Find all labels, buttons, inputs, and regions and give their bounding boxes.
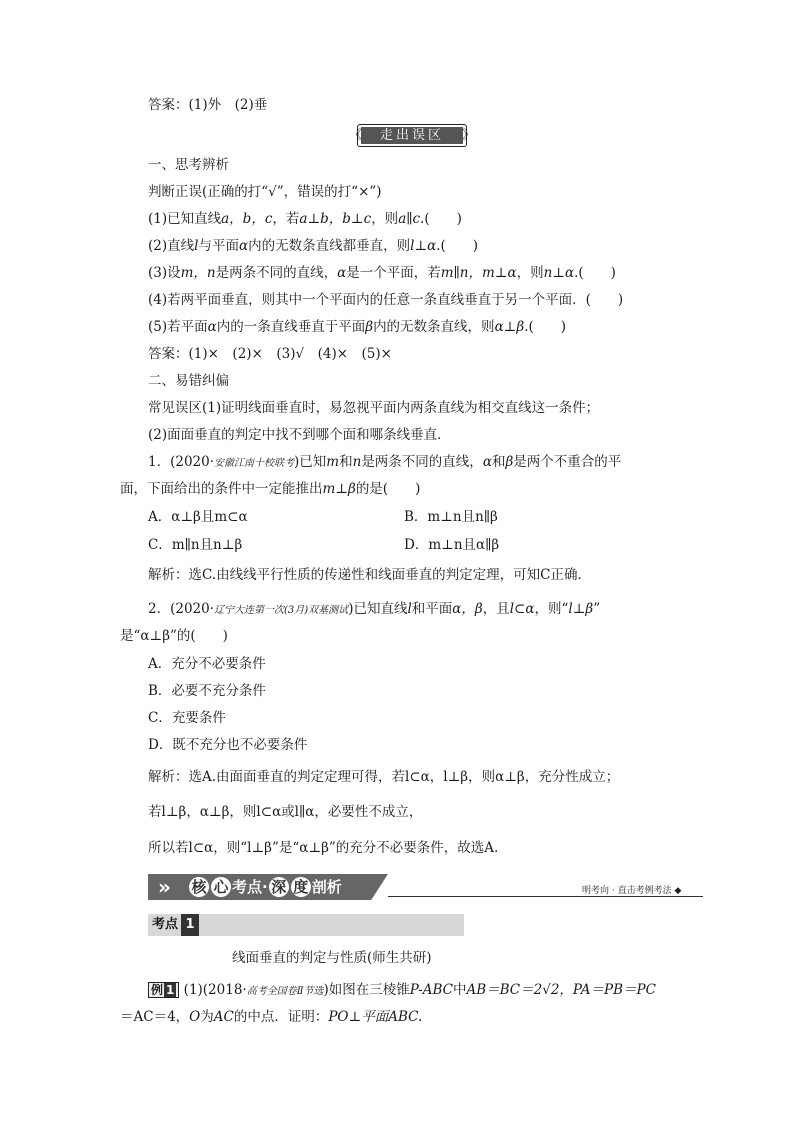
p2-option-a: A．充分不必要条件 <box>148 656 266 672</box>
kaodian-number: 1 <box>181 914 199 936</box>
ex-text2: )如图在三棱锥 <box>323 982 410 998</box>
p2-option-c: C．充要条件 <box>148 710 226 726</box>
ex-source: 高考全国卷Ⅱ节选 <box>246 986 324 997</box>
q1-vars: a，b，c <box>221 211 273 227</box>
question-4: (4)若两平面垂直，则其中一个平面内的任意一条直线垂直于另一个平面．( ) <box>148 292 624 308</box>
example-badge <box>148 982 179 998</box>
section-rule <box>388 896 703 897</box>
q3-cond: m∥n，m⊥α <box>440 265 517 281</box>
p2-solution-3: 所以若l⊂α，则“l⊥β”是“α⊥β”的充分不必要条件，故选A. <box>148 840 499 856</box>
p1-option-a: A．α⊥β且m⊂α <box>148 509 248 525</box>
p1-beta: β <box>505 454 514 470</box>
q2-text: (2)直线 <box>148 238 195 254</box>
common-error-1: 常见误区(1)证明线面垂直时，易忽视平面内两条直线为相交直线这一条件； <box>148 400 600 416</box>
q5-beta: β <box>365 319 374 335</box>
p2-num: 2．(2020· <box>148 601 215 617</box>
problem-1-line-2 <box>120 480 420 498</box>
ex-text3: 中 <box>452 982 467 998</box>
q3-alpha: α <box>337 265 347 281</box>
p2-text: )已知直线 <box>348 601 408 617</box>
q1-text3: ，则 <box>371 211 399 227</box>
problem-1-line-1 <box>148 453 621 473</box>
title-char-2: 心 <box>211 877 231 897</box>
diamond-icon: ◆ <box>674 886 682 896</box>
banner-title: 走出误区 <box>361 127 463 144</box>
p1-target: m⊥β <box>322 481 356 497</box>
title-char-3: 考点 <box>232 878 263 896</box>
ex-line2b: 为 <box>200 1009 214 1025</box>
p2-source: 辽宁大连第一次(3月)双基测试 <box>214 605 349 616</box>
q3-mn: m，n <box>180 265 216 281</box>
p2-text3: ，且 <box>482 601 510 617</box>
title-char-4: 深 <box>269 877 289 897</box>
q5-alpha: α <box>207 319 217 335</box>
kaodian-label <box>148 914 199 936</box>
p1-text3: 是两条不同的直线， <box>361 454 483 470</box>
p1-alpha: α <box>482 454 492 470</box>
p2-text2: 和平面 <box>411 601 453 617</box>
q2-l: l <box>194 238 199 254</box>
p2-option-b: B．必要不充分条件 <box>148 683 266 699</box>
q2-tail: .( ) <box>436 238 479 254</box>
p2-option-d: D．既不充分也不必要条件 <box>148 737 308 753</box>
problem-2-line-1 <box>148 600 600 620</box>
title-char-6: 剖析 <box>311 878 342 896</box>
p1-text4: 和 <box>491 454 506 470</box>
section-banner-mistakes <box>357 124 467 147</box>
banner-left-deco-icon: 《 <box>349 128 363 143</box>
example-1-line-2 <box>120 1008 422 1026</box>
p2-l: l <box>407 601 412 617</box>
right-note-text: 明考向 · 直击考例考法 <box>582 886 672 896</box>
q2-text2: 与平面 <box>198 238 239 254</box>
q1-text2: ，若 <box>272 211 300 227</box>
p1-option-c: C．m∥n且n⊥β <box>148 537 243 553</box>
ex-pabc: P-ABC <box>409 982 453 998</box>
common-error-2: (2)面面垂直的判定中找不到哪个面和哪条线垂直． <box>148 427 451 443</box>
question-3 <box>148 264 616 282</box>
heading-thinking: 一、思考辨析 <box>148 157 229 173</box>
heading-errors: 二、易错纠偏 <box>148 373 229 389</box>
chevron-right-icon: » <box>158 875 171 899</box>
problem-2-line-2: 是“α⊥β”的( ) <box>120 628 228 644</box>
example-number: 1 <box>166 983 175 997</box>
ex-text: (1)(2018· <box>183 982 247 998</box>
ex-line2: ＝AC＝4， <box>120 1009 190 1025</box>
ex-line2c: 的中点．证明： <box>233 1009 329 1025</box>
kaodian-title: 线面垂直的判定与性质(师生共研) <box>232 950 432 966</box>
example-1-line-1 <box>148 981 656 1001</box>
title-char-5: 度 <box>291 877 311 897</box>
q3-concl: n⊥α <box>543 265 575 281</box>
q3-text: (3)设 <box>148 265 181 281</box>
q3-text4: ，则 <box>516 265 544 281</box>
ex-eq1: AB＝BC＝2√2，PA＝PB＝PC <box>466 982 656 998</box>
q2-concl: l⊥α <box>410 238 437 254</box>
p2-solution-1: 解析：选A.由面面垂直的判定定理可得，若l⊂α，l⊥β，则α⊥β，充分性成立； <box>148 769 620 785</box>
p1-option-d: D．m⊥n且α∥β <box>404 537 500 553</box>
q3-text3: 是一个平面，若 <box>346 265 441 281</box>
q1-tail: .( ) <box>420 211 462 227</box>
q5-text: (5)若平面 <box>148 319 208 335</box>
answer-line-2: 答案：(1)× (2)× (3)√ (4)× (5)× <box>148 346 392 362</box>
p1-text: )已知 <box>294 454 327 470</box>
q2-alpha: α <box>238 238 249 254</box>
kaodian-text: 考点 <box>152 917 179 932</box>
question-2 <box>148 237 478 255</box>
p1-solution: 解析：选C.由线线平行性质的传递性和线面垂直的判定定理，可知C正确． <box>148 567 591 583</box>
p2-expr: l⊥β <box>568 601 594 617</box>
p1-source: 安徽江南十校联考 <box>214 458 295 469</box>
example-label: 例 <box>151 983 164 997</box>
banner-right-deco-icon: 》 <box>462 128 476 143</box>
ex-concl: PO⊥平面ABC. <box>328 1009 423 1025</box>
p2-text4: ，则“ <box>534 601 569 617</box>
p1-m: m <box>326 454 340 470</box>
q5-concl: α⊥β <box>494 319 525 335</box>
q3-text2: 是两条不同的直线， <box>215 265 338 281</box>
p1-line2-tail: 的是( ) <box>355 481 421 497</box>
section-right-note <box>582 883 681 896</box>
p2-cond: l⊂α <box>509 601 535 617</box>
q5-text2: 内的一条直线垂直于平面 <box>216 319 366 335</box>
p1-text2: 和 <box>339 454 353 470</box>
title-dot: · <box>262 878 268 896</box>
p1-text5: 是两个不重合的平 <box>513 454 622 470</box>
q1-cond: a⊥b，b⊥c <box>299 211 372 227</box>
ex-ac: AC <box>213 1009 234 1025</box>
p1-line2: 面，下面给出的条件中一定能推出 <box>120 481 323 497</box>
question-5 <box>148 318 566 336</box>
q1-concl: a∥c <box>398 211 421 227</box>
q3-tail: .( ) <box>574 265 616 281</box>
q2-text3: 内的无数条直线都垂直，则 <box>248 238 411 254</box>
question-1 <box>148 210 462 228</box>
p2-planes: α，β <box>452 601 483 617</box>
q5-tail: .( ) <box>524 319 567 335</box>
p1-option-b: B．m⊥n且n∥β <box>404 509 498 525</box>
ex-o: O <box>189 1009 201 1025</box>
p2-solution-2: 若l⊥β，α⊥β，则l⊂α或l∥α，必要性不成立， <box>148 804 423 820</box>
p1-n: n <box>352 454 362 470</box>
p2-text5: ” <box>593 601 601 617</box>
core-section-title <box>188 874 342 900</box>
q1-text: (1)已知直线 <box>148 211 222 227</box>
answer-line-1: 答案：(1)外 (2)垂 <box>148 97 268 113</box>
p1-num: 1．(2020· <box>148 454 215 470</box>
title-char-1: 核 <box>189 877 209 897</box>
q5-text3: 内的无数条直线，则 <box>373 319 495 335</box>
instruction: 判断正误(正确的打“√”，错误的打“×”) <box>148 184 382 200</box>
